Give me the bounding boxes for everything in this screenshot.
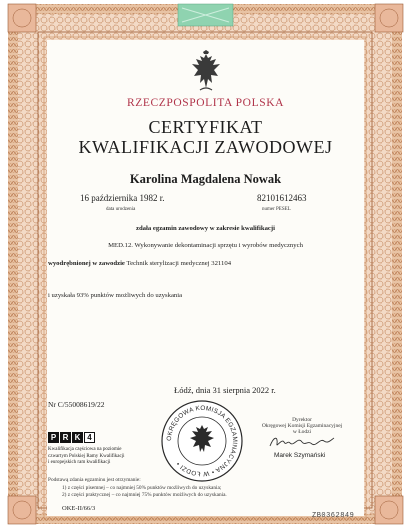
exam-passed-text: zdała egzamin zawodowy w zakresie kwalifikacji xyxy=(135,225,275,232)
director-name: Marek Szymański xyxy=(274,452,326,459)
director-signature xyxy=(268,432,336,452)
serial-number: ZB0362849 xyxy=(312,512,355,520)
certificate-subtitle: KWALIFIKACJI ZAWODOWEJ xyxy=(78,137,333,157)
pesel-number: 82101612463 xyxy=(257,193,307,203)
profession-label: wyodrębnionej w zawodzie xyxy=(48,260,125,267)
score-text: i uzyskała 93% punktów możliwych do uzyskania xyxy=(48,292,183,299)
birth-date: 16 października 1982 r. xyxy=(80,193,165,203)
director-title-line: w Łodzi xyxy=(292,429,312,435)
qualification-name: MED.12. Wykonywanie dekontaminacji sprzętu i wyrobów medycznych xyxy=(108,242,303,249)
director-title-line: Dyrektor xyxy=(292,417,312,423)
prk-badge xyxy=(48,432,96,443)
republic-heading: RZECZPOSPOLITA POLSKA xyxy=(126,97,285,109)
prk-line: i europejskich ram kwalifikacji xyxy=(48,460,111,465)
form-code: OKE-II/66/3 xyxy=(62,505,96,512)
basis-item-2: 2) z części praktycznej – co najmniej 75% punktów możliwych do uzyskania. xyxy=(62,492,227,498)
seal-text: OKRĘGOWA KOMISJA EGZAMINACYJNA • W ŁODZI • xyxy=(165,404,239,478)
prk-description xyxy=(48,447,125,467)
place-and-date: Łódź, dnia 31 sierpnia 2022 r. xyxy=(174,385,276,395)
certificate-number: Nr C/55008619/22 xyxy=(48,400,105,409)
holder-name: Karolina Magdalena Nowak xyxy=(129,172,282,186)
commission-seal xyxy=(161,400,243,482)
prk-letter: R xyxy=(60,432,71,443)
polish-eagle-icon xyxy=(186,50,226,94)
birth-date-label: data urodzenia xyxy=(106,207,136,212)
prk-line: czwartym Polskiej Ramy Kwalifikacji xyxy=(48,453,125,459)
profession-line xyxy=(48,260,231,267)
certificate-title: CERTYFIKAT xyxy=(148,117,263,137)
director-title-line: Okręgowej Komisji Egzaminacyjnej xyxy=(261,423,343,429)
pesel-label: numer PESEL xyxy=(262,207,291,212)
basis-intro: Podstawą zdania egzaminu jest otrzymanie: xyxy=(48,477,141,483)
profession-value: Technik sterylizacji medycznej 321104 xyxy=(126,260,232,267)
prk-letter: P xyxy=(48,432,59,443)
prk-letter: K xyxy=(72,432,83,443)
prk-line: Kwalifikacja częściowa na poziomie xyxy=(48,447,122,452)
prk-level: 4 xyxy=(84,432,95,443)
basis-item-1: 1) z części pisemnej – co najmniej 50% punktów możliwych do uzyskania; xyxy=(62,485,222,491)
